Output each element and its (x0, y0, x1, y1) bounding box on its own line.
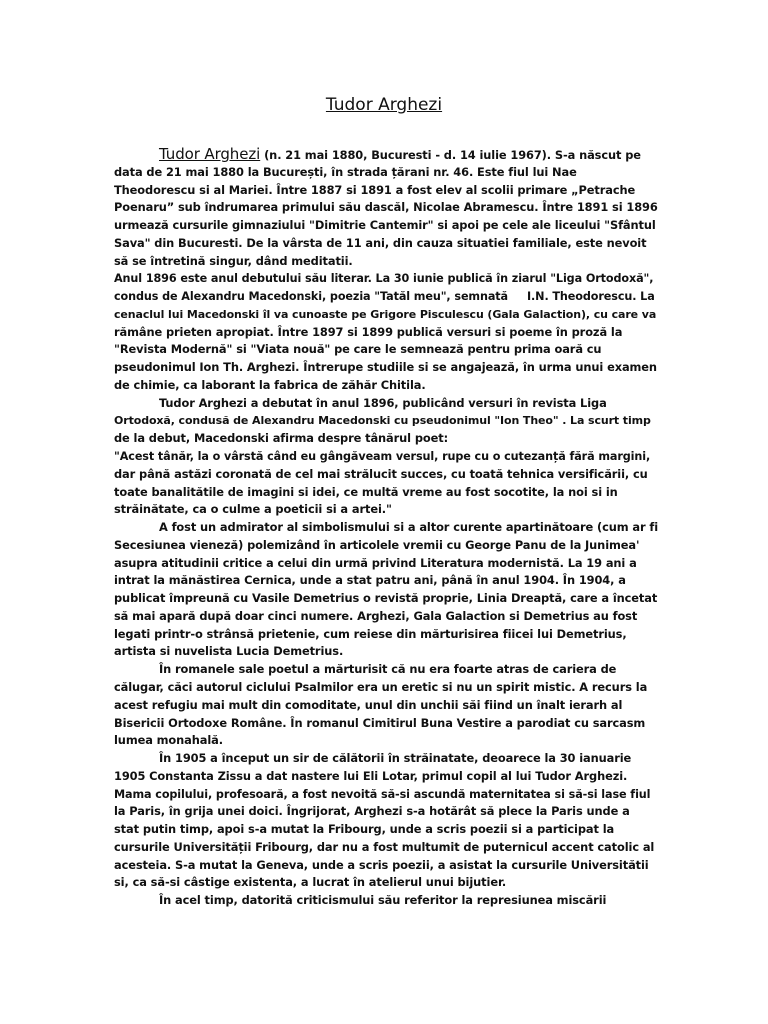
text-line: asupra atitudinii critice a celui din urmă privind Literatura modernistă. La 19 ani a (114, 555, 637, 570)
text-line: urmează cursurile gimnaziului "Dimitrie Cantemir" si apoi pe cele ale liceului "Sfântul (114, 218, 656, 233)
text-line: Bisericii Ortodoxe Române. În romanul Cimitirul Buna Vestire a parodiat cu sarcasm (114, 715, 646, 730)
text-line: să se întretină singur, dând meditatii. (114, 253, 353, 268)
text-line: călugar, căci autorul ciclului Psalmilor era un eretic si nu un spirit mistic. A recurs la (114, 679, 648, 694)
text-line: de chimie, ca laborant la fabrica de zăhăr Chitila. (114, 377, 426, 392)
document-body (114, 146, 659, 910)
text-line: acest refugiu mai mult din comoditate, unul din unchii săi fiind un înalt ierarh al (114, 697, 623, 712)
text-line: condus de Alexandru Macedonski, poezia "Tatăl meu", semnată I.N. Theodorescu. La (114, 290, 655, 304)
text-line: "Acest tânăr, la o vârstă când eu gângăveam versul, rupe cu o cutezanță fără margini, (114, 450, 651, 464)
text-line: străinătate, ca o culme a poeticii si a artei." (114, 502, 392, 517)
text-line: dar până astăzi coronată de cel mai strălucit succes, cu toată tehnica versificării, cu (114, 466, 648, 481)
text-line: Sava" din Bucuresti. De la vârsta de 11 ani, din cauza situatiei familiale, este nevoit (114, 235, 647, 250)
text-line: În 1905 a început un sir de călătorii în străinatate, deoarece la 30 ianuarie (159, 751, 632, 766)
text-line: la Paris, în grija unei doici. Îngrijorat, Arghezi s-a hotărât să plece la Paris unde a (114, 804, 630, 819)
text-line: toate banalitătile de imagini si idei, ce multă vreme au fost socotite, la noi si in (114, 484, 618, 499)
text-line: Ortodoxă, condusă de Alexandru Macedonski cu pseudonimul "Ion Theo" . La scurt timp (114, 414, 651, 428)
text-line: În acel timp, datorită criticismului său referitor la represiunea miscării (159, 893, 607, 908)
document-title: Tudor Arghezi (325, 95, 443, 115)
text-line: Secesiunea vieneză) polemizând în articolele vremii cu George Panu de la Junimea' (114, 537, 640, 552)
text-line: data de 21 mai 1880 la București, în strada țărani nr. 46. Este fiul lui Nae (114, 164, 577, 179)
text-line: lumea monahală. (114, 733, 223, 748)
text-line: să mai apară după doar cinci numere. Arghezi, Gala Galaction si Demetrius au fost (114, 608, 638, 623)
text-line: "Revista Modernă" si "Viata nouă" pe care le semnează pentru prima oară cu (114, 342, 602, 357)
text-line: artista si nuvelista Lucia Demetrius. (114, 644, 344, 659)
text-line: Theodorescu si al Mariei. Între 1887 si 1891 a fost elev al scolii primare „Petrache (114, 182, 636, 197)
text-line: cursurile Universității Fribourg, dar nu a fost multumit de puternicul accent catolic al (114, 839, 655, 854)
text-line (114, 146, 659, 164)
text-line: Mama copilului, profesoară, a fost nevoită să-si ascundă maternitatea si să-si lase fiul (114, 787, 651, 801)
text-line: rămâne prieten apropiat. Între 1897 si 1899 publică versuri si poeme în proză la (114, 324, 623, 339)
text-line: si, ca să-si câstige existenta, a lucrat în atelierul unui bijutier. (114, 875, 507, 890)
text-line: legati printr-o strânsă prietenie, cum reiese din mărturisirea fiicei lui Demetrius, (114, 626, 627, 641)
text-line: În romanele sale poetul a mărturisit că nu era foarte atras de cariera de (159, 662, 617, 677)
text-line: cenaclul lui Macedonski îl va cunoaste pe Grigore Pisculescu (Gala Galaction), cu care va (114, 307, 657, 321)
text-line: A fost un admirator al simbolismului si a altor curente apartinătoare (cum ar fi (159, 520, 659, 535)
lead-name: Tudor Arghezi (159, 145, 261, 163)
text-line: stat putin timp, apoi s-a mutat la Fribourg, unde a scris poezii si a participat la (114, 822, 615, 837)
text-line: Poenaru” sub îndrumarea primului său dascăl, Nicolae Abramescu. Între 1891 si 1896 (114, 200, 658, 215)
text-line: Anul 1896 este anul debutului său literar. La 30 iunie publică în ziarul "Liga Ortodoxă", (114, 272, 654, 286)
text-line: publicat împreună cu Vasile Demetrius o revistă proprie, Linia Dreaptă, care a încetat (114, 591, 658, 606)
text-line: intrat la mănăstirea Cernica, unde a stat patru ani, până în anul 1904. În 1904, a (114, 573, 626, 588)
text-line: de la debut, Macedonski afirma despre tânărul poet: (114, 431, 449, 446)
text-line-content: (n. 21 mai 1880, Bucuresti - d. 14 iulie 1967). S-a născut pe (264, 148, 641, 162)
text-line: acesteia. S-a mutat la Geneva, unde a scris poezii, a asistat la cursurile Universitătii (114, 857, 649, 872)
text-line: Tudor Arghezi a debutat în anul 1896, publicând versuri în revista Liga (159, 395, 607, 410)
text-line: pseudonimul Ion Th. Arghezi. Întrerupe studiile si se angajează, în urma unui examen (114, 360, 657, 375)
text-line: 1905 Constanta Zissu a dat nastere lui Eli Lotar, primul copil al lui Tudor Arghezi. (114, 768, 628, 783)
